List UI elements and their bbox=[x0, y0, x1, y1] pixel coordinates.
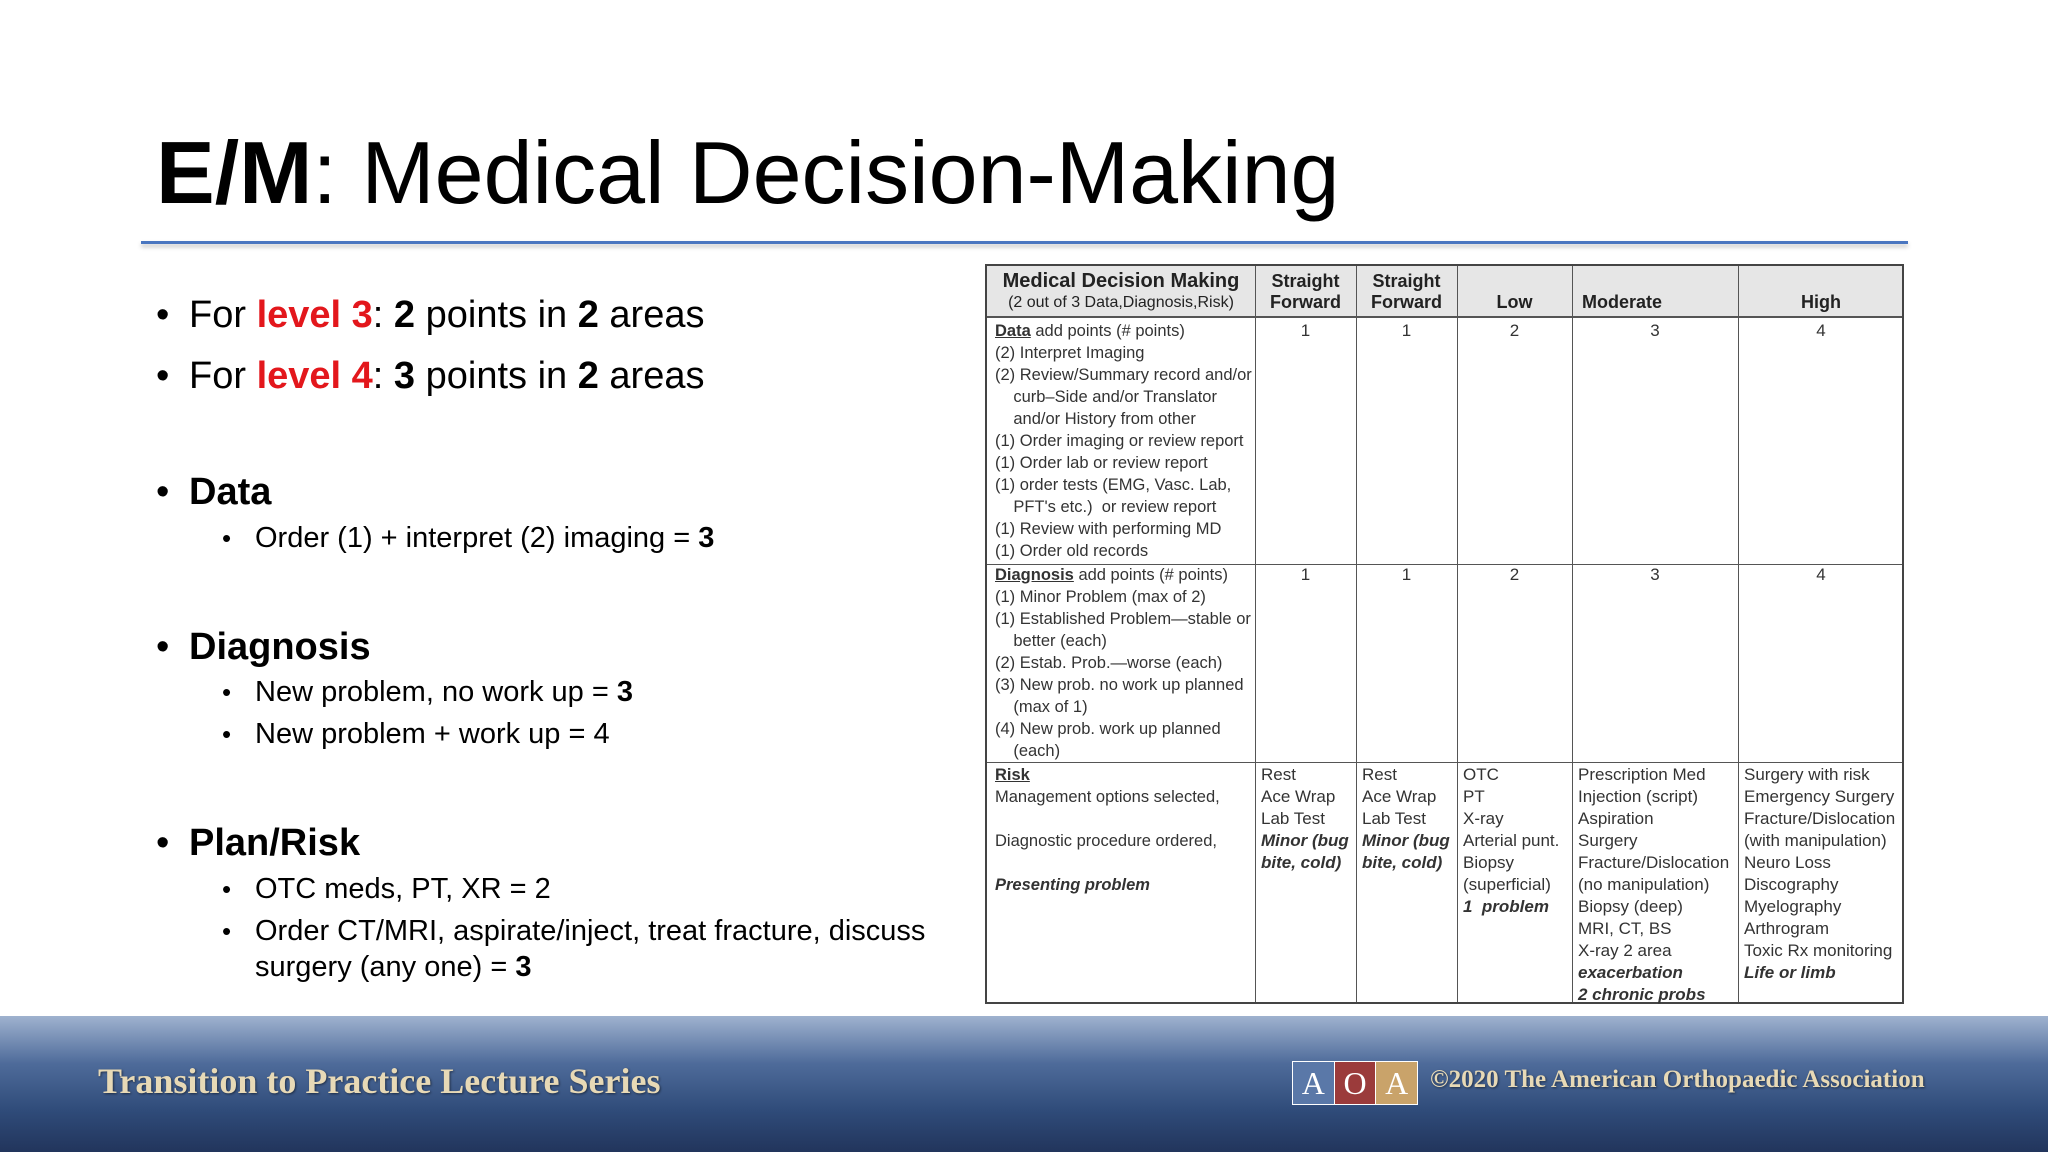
col-header-straightforward-1: Straight Forward bbox=[1269, 271, 1341, 312]
risk-moderate: Prescription Med Injection (script) Aspiration Surgery Fracture/Dislocation (no manipulation) Biopsy (deep) MRI, CT, BS X-ray 2 area exacerbation 2 chronic probs bbox=[1578, 765, 1730, 1004]
mdm-table bbox=[985, 264, 1904, 1004]
footer-bar bbox=[0, 1016, 2048, 1152]
col-header-straightforward-2: Straight Forward bbox=[1370, 271, 1442, 312]
data-value-4: 3 bbox=[1650, 321, 1660, 340]
diagnosis-row-label: Diagnosis add points (# points) (1) Minor Problem (max of 2) (1) Established Problem—stable or better (each) (2) Estab. Prob.—worse (each) (3) New prob. no work up planned (max of 1) (4) New prob. work up planned (each) bbox=[995, 566, 1251, 760]
copyright-text: ©2020 The American Orthopaedic Association bbox=[1430, 1066, 1925, 1093]
risk-straightforward-1: Rest Ace Wrap Lab Test Minor (bug bite, cold) bbox=[1261, 765, 1349, 872]
title-divider bbox=[141, 241, 1908, 244]
diagnosis-value-3: 2 bbox=[1509, 565, 1520, 584]
col-header-low: Low bbox=[1496, 292, 1533, 312]
table-title: Medical Decision Making (2 out of 3 Data,Diagnosis,Risk) bbox=[1002, 270, 1240, 311]
risk-row-label: Risk Management options selected, Diagnostic procedure ordered, Presenting problem bbox=[995, 766, 1220, 894]
data-value-1: 1 bbox=[1300, 321, 1311, 340]
col-header-high: High bbox=[1801, 292, 1841, 312]
data-row-label: Data add points (# points) (2) Interpret Imaging (2) Review/Summary record and/or curb–Side and/or Translator and/or History from other (1) Order imaging or review report (1) Order lab or review report (1) order tests (EMG, Vasc. Lab, PFT's etc.) or review report (1) Review with performing MD (1) Order old records bbox=[995, 322, 1252, 560]
data-value-2: 1 bbox=[1401, 321, 1412, 340]
diagnosis-value-4: 3 bbox=[1650, 565, 1660, 584]
aoa-logo: A O A bbox=[1292, 1061, 1418, 1105]
diagnosis-value-2: 1 bbox=[1401, 565, 1412, 584]
risk-straightforward-2: Rest Ace Wrap Lab Test Minor (bug bite, cold) bbox=[1362, 765, 1450, 872]
diagnosis-value-1: 1 bbox=[1300, 565, 1311, 584]
risk-low: OTC PT X-ray Arterial punt. Biopsy (superficial) 1 problem bbox=[1463, 765, 1560, 916]
data-value-3: 2 bbox=[1509, 321, 1520, 340]
col-header-moderate: Moderate bbox=[1581, 292, 1662, 312]
diagnosis-value-5: 4 bbox=[1816, 565, 1826, 584]
title-bold: E/M bbox=[156, 123, 313, 222]
lecture-series-title: Transition to Practice Lecture Series bbox=[98, 1061, 661, 1101]
title-rest: : Medical Decision-Making bbox=[312, 123, 1340, 222]
risk-high: Surgery with risk Emergency Surgery Fracture/Dislocation (with manipulation) Neuro Loss Discography Myelography Arthrogram Toxic Rx monitoring Life or limb bbox=[1744, 765, 1896, 982]
slide-title bbox=[156, 118, 1340, 228]
data-value-5: 4 bbox=[1816, 321, 1826, 340]
